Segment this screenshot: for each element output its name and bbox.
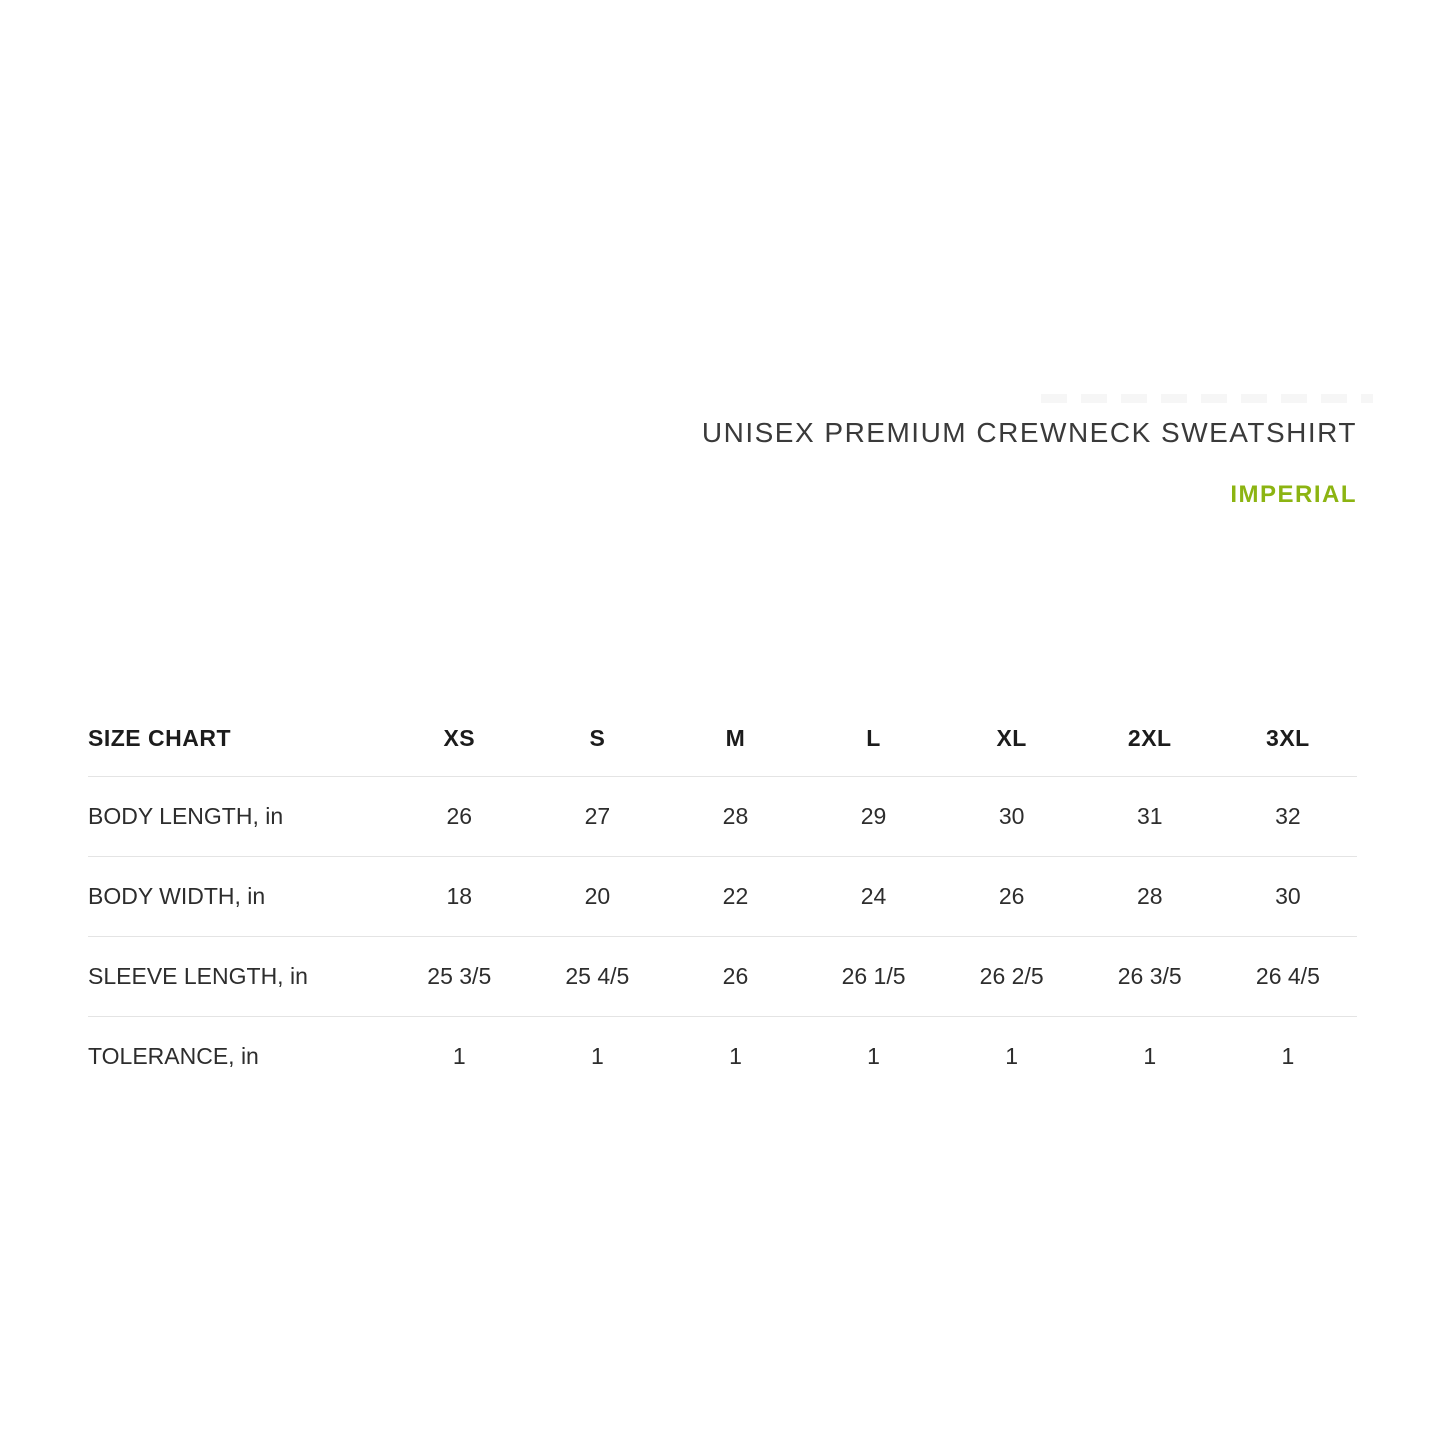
cell: 1 [729,1043,742,1069]
cell: 26 1/5 [805,937,943,1017]
col-header-xs: XS [390,700,528,777]
table-row-body-width [88,857,1357,937]
cell: 20 [528,857,666,937]
cell: 28 [1081,857,1219,937]
cell: 26 4/5 [1219,937,1357,1017]
cell: 1 [452,1043,466,1069]
cell: 28 [666,777,804,857]
cell: 26 2/5 [943,937,1081,1017]
cell: 26 3/5 [1081,937,1219,1017]
cell: 18 [390,857,528,937]
units-label: IMPERIAL [1230,481,1357,508]
cell: 1 [1281,1043,1295,1069]
product-title: UNISEX PREMIUM CREWNECK SWEATSHIRT [701,417,1357,448]
table-row-sleeve-length [88,937,1357,1017]
cell: 1 [1143,1043,1157,1069]
row-label: SLEEVE LENGTH, in [88,937,390,1017]
col-header-m: M [666,700,804,777]
row-label: BODY LENGTH, in [88,777,390,857]
col-header-3xl: 3XL [1219,700,1357,777]
row-label: BODY WIDTH, in [88,857,390,937]
cell: 1 [590,1043,604,1069]
cell: 25 3/5 [390,937,528,1017]
col-header-2xl: 2XL [1081,700,1219,777]
clipped-faint-text [1041,394,1373,403]
row-label: TOLERANCE, in [88,1043,259,1069]
table-row-body-length [88,777,1357,857]
cell: 22 [666,857,804,937]
cell: 27 [528,777,666,857]
cell: 29 [805,777,943,857]
cell: 25 4/5 [528,937,666,1017]
table-header-row [88,700,1357,777]
cell: 30 [943,777,1081,857]
cell: 32 [1219,777,1357,857]
size-chart-table [88,700,1357,1096]
cell: 31 [1081,777,1219,857]
table-row-tolerance [88,1017,1357,1097]
cell: 26 [943,857,1081,937]
cell: 1 [1005,1043,1019,1069]
cell: 30 [1219,857,1357,937]
cell: 24 [805,857,943,937]
cell: 26 [390,777,528,857]
size-chart-heading: SIZE CHART [88,700,390,777]
col-header-l: L [805,700,943,777]
cell: 1 [867,1043,880,1069]
col-header-xl: XL [943,700,1081,777]
cell: 26 [666,937,804,1017]
col-header-s: S [528,700,666,777]
